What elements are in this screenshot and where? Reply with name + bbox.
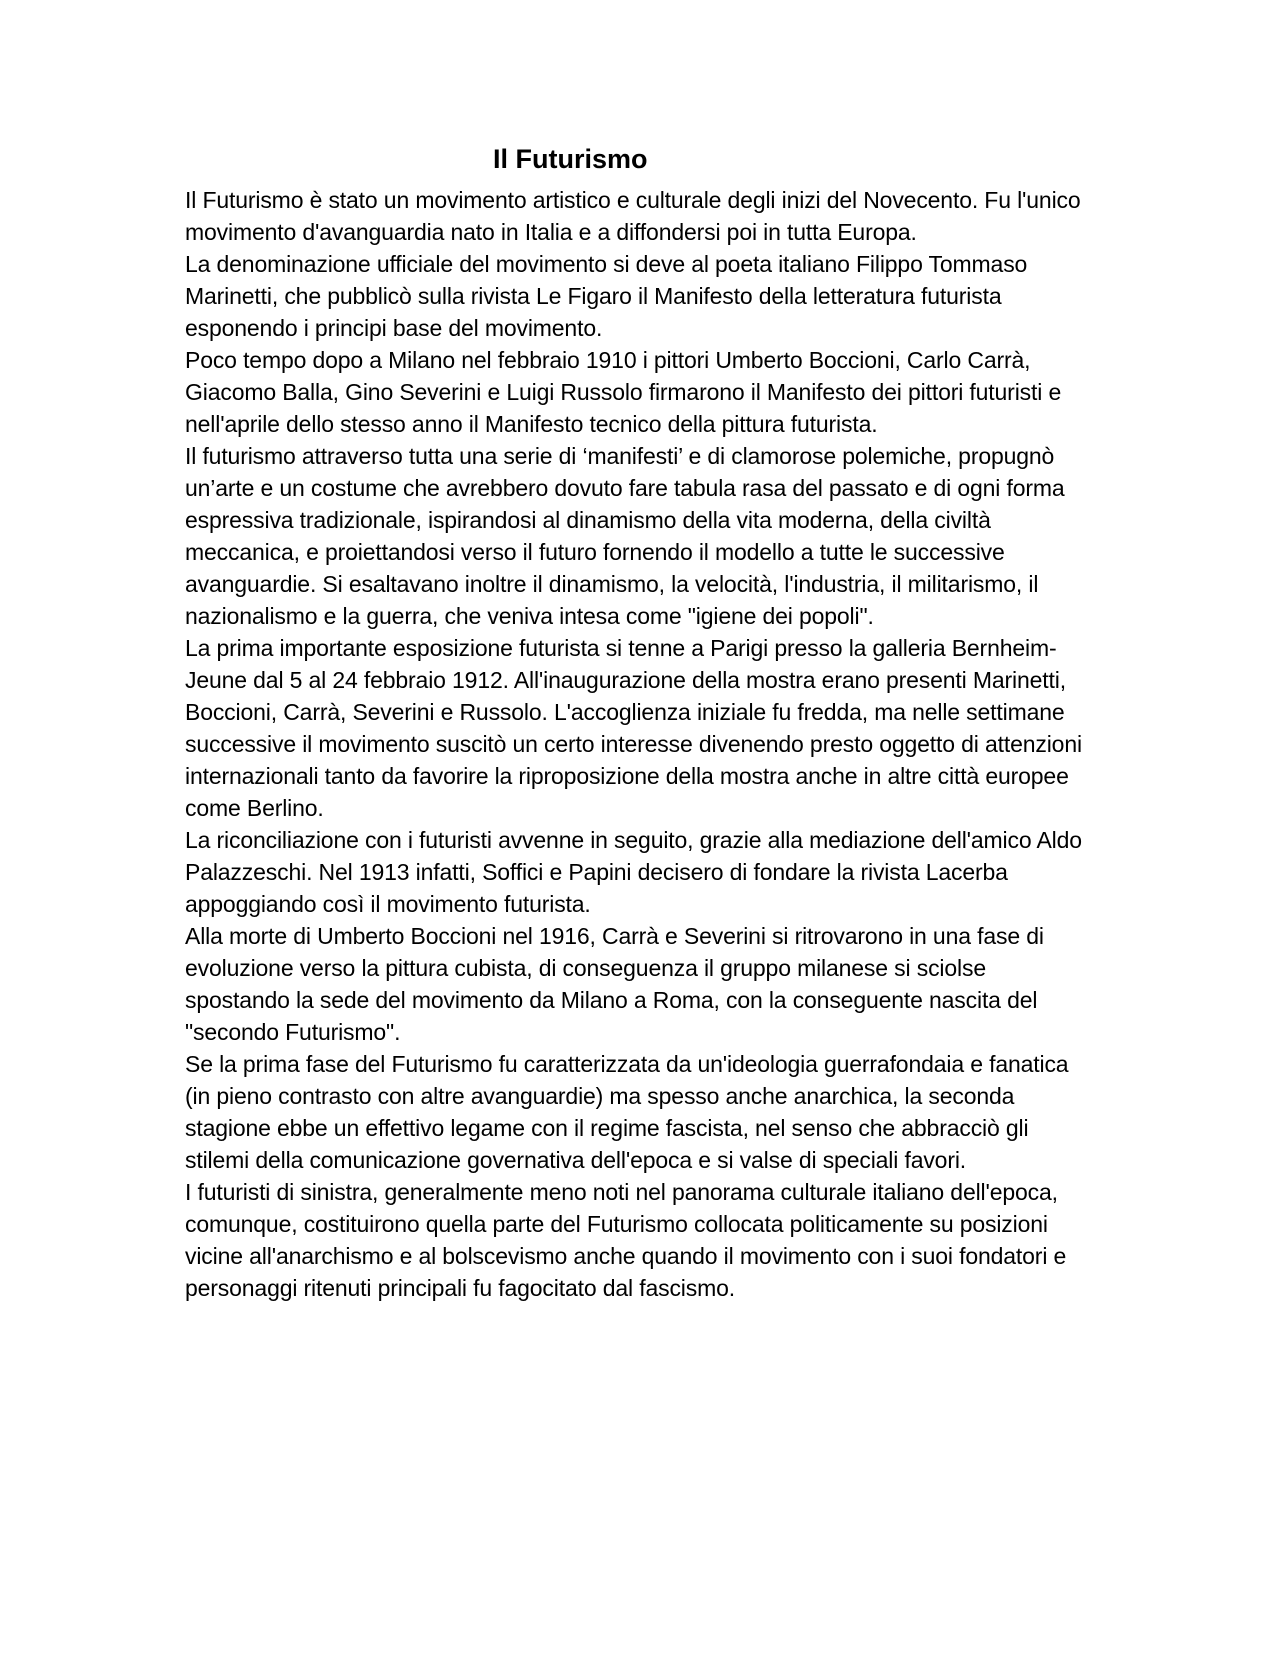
paragraph: Poco tempo dopo a Milano nel febbraio 1910 i pittori Umberto Boccioni, Carlo Carrà, Giacomo Balla, Gino Severini e Luigi Russolo firmarono il Manifesto dei pittori futuristi e nell'aprile dello stesso anno il Manifesto tecnico della pittura futurista.: [185, 347, 1062, 437]
paragraph: La denominazione ufficiale del movimento si deve al poeta italiano Filippo Tommaso Marinetti, che pubblicò sulla rivista Le Figaro il Manifesto della letteratura futurista esponendo i principi base del movimento.: [185, 251, 1028, 341]
document-title: Il Futurismo: [493, 144, 648, 174]
paragraph: La riconciliazione con i futuristi avvenne in seguito, grazie alla mediazione dell'amico Aldo Palazzeschi. Nel 1913 infatti, Soffici e Papini decisero di fondare la rivista Lacerba appoggiando così il movimento futurista.: [185, 827, 1082, 917]
paragraph: I futuristi di sinistra, generalmente meno noti nel panorama culturale italiano dell'epoca, comunque, costituirono quella parte del Futurismo collocata politicamente su posizioni vicine all'anarchismo e al bolscevismo anche quando il movimento con i suoi fondatori e personaggi ritenuti principali fu fagocitato dal fascismo.: [185, 1179, 1067, 1301]
document-body: [185, 184, 1090, 1304]
paragraph: Il Futurismo è stato un movimento artistico e culturale degli inizi del Novecento. Fu l'unico movimento d'avanguardia nato in Italia e a diffondersi poi in tutta Europa.: [185, 187, 1081, 245]
paragraph: Alla morte di Umberto Boccioni nel 1916, Carrà e Severini si ritrovarono in una fase di evoluzione verso la pittura cubista, di conseguenza il gruppo milanese si sciolse spostando la sede del movimento da Milano a Roma, con la conseguente nascita del "secondo Futurismo".: [185, 923, 1044, 1045]
paragraph: Il futurismo attraverso tutta una serie di ‘manifesti’ e di clamorose polemiche, propugnò un’arte e un costume che avrebbero dovuto fare tabula rasa del passato e di ogni forma espressiva tradizionale, ispirandosi al dinamismo della vita moderna, della civiltà meccanica, e proiettandosi verso il futuro fornendo il modello a tutte le successive avanguardie. Si esaltavano inoltre il dinamismo, la velocità, l'industria, il militarismo, il nazionalismo e la guerra, che veniva intesa come "igiene dei popoli".: [185, 443, 1065, 629]
paragraph: Se la prima fase del Futurismo fu caratterizzata da un'ideologia guerrafondaia e fanatica (in pieno contrasto con altre avanguardie) ma spesso anche anarchica, la seconda stagione ebbe un effettivo legame con il regime fascista, nel senso che abbracciò gli stilemi della comunicazione governativa dell'epoca e si valse di speciali favori.: [185, 1051, 1069, 1173]
paragraph: La prima importante esposizione futurista si tenne a Parigi presso la galleria Bernheim-Jeune dal 5 al 24 febbraio 1912. All'inaugurazione della mostra erano presenti Marinetti, Boccioni, Carrà, Severini e Russolo. L'accoglienza iniziale fu fredda, ma nelle settimane successive il movimento suscitò un certo interesse divenendo presto oggetto di attenzioni internazionali tanto da favorire la riproposizione della mostra anche in altre città europee come Berlino.: [185, 635, 1082, 821]
